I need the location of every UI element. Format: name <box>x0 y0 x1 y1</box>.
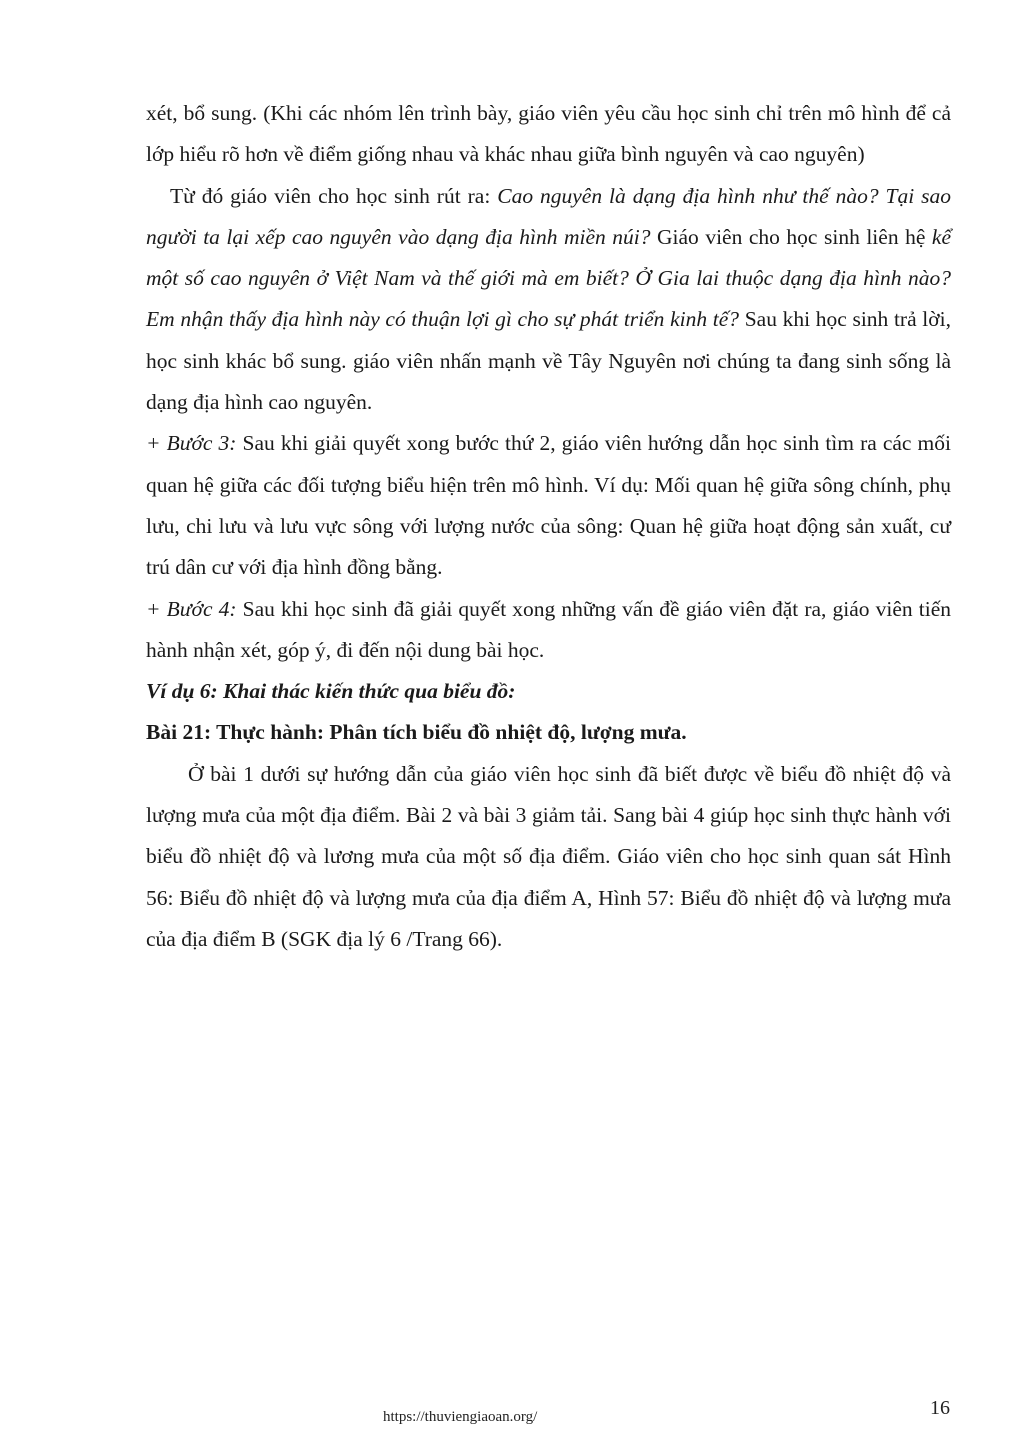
step-text: Sau khi giải quyết xong bước thứ 2, giáo viên hướng dẫn học sinh tìm ra các mối quan hệ giữa các đối tượng biểu hiện trên mô hình. Ví dụ: Mối quan hệ giữa sông chính, phụ lưu, chi lưu và lưu vực sông với lượng nước của sông: Quan hệ giữa hoạt động sản xuất, cư trú dân cư với địa hình đồng bằng. <box>146 431 951 580</box>
document-page <box>146 93 951 960</box>
step-text: Sau khi học sinh đã giải quyết xong những vấn đề giáo viên đặt ra, giáo viên tiến hành nhận xét, góp ý, đi đến nội dung bài học. <box>146 596 951 662</box>
example-heading: Ví dụ 6: Khai thác kiến thức qua biểu đồ: <box>146 679 516 704</box>
step-label: + Bước 3: <box>146 431 237 456</box>
paragraph-plateau-questions <box>146 176 951 424</box>
italic-question: kể một số cao nguyên ở Việt Nam và thế giới mà em biết? Ở Gia lai thuộc dạng địa hình nào? Em nhận thấy địa hình này có thuận lợi gì cho sự phát triển kinh tế? <box>146 224 951 332</box>
paragraph-step-3 <box>146 423 951 588</box>
paragraph-text: Sau khi học sinh trả lời, học sinh khác bổ sung. giáo viên nhấn mạnh về Tây Nguyên nơi chúng ta đang sinh sống là dạng địa hình cao nguyên. <box>146 307 951 415</box>
paragraph-text: Giáo viên cho học sinh liên hệ <box>650 224 932 249</box>
footer-url: https://thuviengiaoan.org/ <box>383 1409 538 1425</box>
lesson-heading: Bài 21: Thực hành: Phân tích biểu đồ nhiệt độ, lượng mưa. <box>146 720 687 745</box>
step-label: + Bước 4: <box>146 596 237 621</box>
paragraph-lesson-21: Ở bài 1 dưới sự hướng dẫn của giáo viên học sinh đã biết được về biểu đồ nhiệt độ và lượng mưa của một địa điểm. Bài 2 và bài 3 giảm tải. Sang bài 4 giúp học sinh thực hành với biểu đồ nhiệt độ và lương mưa của một số địa điểm. Giáo viên cho học sinh quan sát Hình 56: Biểu đồ nhiệt độ và lượng mưa của địa điểm A, Hình 57: Biểu đồ nhiệt độ và lượng mưa của địa điểm B (SGK địa lý 6 /Trang 66). <box>146 761 951 951</box>
paragraph-text: Từ đó giáo viên cho học sinh rút ra: <box>170 183 498 208</box>
italic-question: Cao nguyên là dạng địa hình như thế nào? Tại sao người ta lại xếp cao nguyên vào dạng địa hình miền núi? <box>146 183 951 249</box>
page-number: 16 <box>930 1397 950 1419</box>
paragraph-step-4 <box>146 589 951 672</box>
paragraph-model-presentation: xét, bổ sung. (Khi các nhóm lên trình bày, giáo viên yêu cầu học sinh chỉ trên mô hình để cả lớp hiểu rõ hơn về điểm giống nhau và khác nhau giữa bình nguyên và cao nguyên) <box>146 101 951 167</box>
